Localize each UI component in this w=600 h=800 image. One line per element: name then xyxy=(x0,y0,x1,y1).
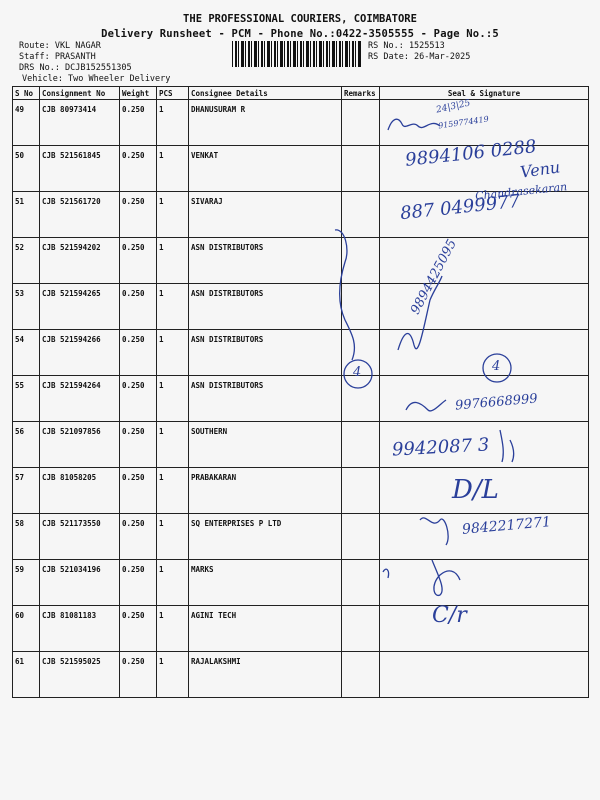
weight-cell: 0.250 xyxy=(120,422,157,468)
consignee-cell: SOUTHERN xyxy=(189,422,342,468)
sno-cell: 55 xyxy=(13,376,40,422)
consignment-cell: CJB 521594265 xyxy=(40,284,120,330)
pcs-cell: 1 xyxy=(157,514,189,560)
consignment-cell: CJB 521594202 xyxy=(40,238,120,284)
sno-cell: 60 xyxy=(13,606,40,652)
sno-cell: 61 xyxy=(13,652,40,698)
pcs-cell: 1 xyxy=(157,422,189,468)
consignment-cell: CJB 521595025 xyxy=(40,652,120,698)
weight-cell: 0.250 xyxy=(120,560,157,606)
rs-date: RS Date: 26-Mar-2025 xyxy=(368,52,471,62)
sno-cell: 53 xyxy=(13,284,40,330)
consignment-cell: CJB 521561845 xyxy=(40,146,120,192)
weight-cell: 0.250 xyxy=(120,330,157,376)
col-remarks: Remarks xyxy=(342,87,380,100)
col-consignment: Consignment No xyxy=(40,87,120,100)
col-weight: Weight xyxy=(120,87,157,100)
consignee-cell: SIVARAJ xyxy=(189,192,342,238)
hw-phone-56: 9976668999 xyxy=(454,391,539,414)
consignee-cell: DHANUSURAM R xyxy=(189,100,342,146)
consignment-cell: CJB 521034196 xyxy=(40,560,120,606)
hw-name-50: Venu xyxy=(518,157,562,182)
runsheet-subtitle: Delivery Runsheet - PCM - Phone No.:0422-3505555 - Page No.:5 xyxy=(101,28,499,40)
weight-cell: 0.250 xyxy=(120,606,157,652)
consignee-cell: AGINI TECH xyxy=(189,606,342,652)
hw-dl-58: D/L xyxy=(452,475,499,505)
pcs-cell: 1 xyxy=(157,330,189,376)
sno-cell: 49 xyxy=(13,100,40,146)
col-consignee: Consignee Details xyxy=(189,87,342,100)
staff-label: Staff: PRASANTH xyxy=(19,52,96,62)
consignment-cell: CJB 521594266 xyxy=(40,330,120,376)
rs-number: RS No.: 1525513 xyxy=(368,41,445,51)
hw-cr-61: C/r xyxy=(432,603,467,628)
weight-cell: 0.250 xyxy=(120,192,157,238)
company-title: THE PROFESSIONAL COURIERS, COIMBATORE xyxy=(183,13,417,25)
hw-phone-50: 9894106 0288 xyxy=(404,136,538,171)
hw-phone-57: 9942087 3 xyxy=(391,434,490,461)
consignee-cell: SQ ENTERPRISES P LTD xyxy=(189,514,342,560)
consignment-cell: CJB 521561720 xyxy=(40,192,120,238)
consignee-cell: ASN DISTRIBUTORS xyxy=(189,376,342,422)
consignee-cell: RAJALAKSHMI xyxy=(189,652,342,698)
hw-name-51: Chandrasekaran xyxy=(474,180,568,203)
sno-cell: 56 xyxy=(13,422,40,468)
weight-cell: 0.250 xyxy=(120,514,157,560)
sno-cell: 59 xyxy=(13,560,40,606)
hw-circle-right-number: 4 xyxy=(492,359,501,374)
pcs-cell: 1 xyxy=(157,100,189,146)
weight-cell: 0.250 xyxy=(120,146,157,192)
consignee-cell: PRABAKARAN xyxy=(189,468,342,514)
hw-circle-left-number: 4 xyxy=(353,365,362,380)
sno-cell: 50 xyxy=(13,146,40,192)
sno-cell: 52 xyxy=(13,238,40,284)
weight-cell: 0.250 xyxy=(120,238,157,284)
consignment-cell: CJB 80973414 xyxy=(40,100,120,146)
consignee-cell: ASN DISTRIBUTORS xyxy=(189,330,342,376)
route-label: Route: VKL NAGAR xyxy=(19,41,101,51)
hw-phone-51: 887 0499977 xyxy=(399,190,522,225)
consignment-cell: CJB 521097856 xyxy=(40,422,120,468)
pcs-cell: 1 xyxy=(157,606,189,652)
col-pcs: PCS xyxy=(157,87,189,100)
hw-date-49: 24|3|25 xyxy=(435,98,472,116)
sno-cell: 54 xyxy=(13,330,40,376)
col-sno: S No xyxy=(13,87,40,100)
col-signature: Seal & Signature xyxy=(380,87,589,100)
pcs-cell: 1 xyxy=(157,560,189,606)
consignee-cell: MARKS xyxy=(189,560,342,606)
weight-cell: 0.250 xyxy=(120,100,157,146)
drs-label: DRS No.: DCJB152551305 xyxy=(19,63,132,73)
consignment-cell: CJB 521594264 xyxy=(40,376,120,422)
consignee-cell: ASN DISTRIBUTORS xyxy=(189,284,342,330)
sno-cell: 58 xyxy=(13,514,40,560)
pcs-cell: 1 xyxy=(157,238,189,284)
pcs-cell: 1 xyxy=(157,284,189,330)
weight-cell: 0.250 xyxy=(120,468,157,514)
vehicle-label: Vehicle: Two Wheeler Delivery xyxy=(22,74,171,84)
pcs-cell: 1 xyxy=(157,192,189,238)
weight-cell: 0.250 xyxy=(120,652,157,698)
hw-phone-49: 9159774419 xyxy=(437,114,490,131)
consignee-cell: VENKAT xyxy=(189,146,342,192)
hw-phone-59: 9842217271 xyxy=(461,514,552,538)
sno-cell: 57 xyxy=(13,468,40,514)
hw-phone-54: 9894425095 xyxy=(408,236,461,318)
weight-cell: 0.250 xyxy=(120,376,157,422)
consignee-cell: ASN DISTRIBUTORS xyxy=(189,238,342,284)
weight-cell: 0.250 xyxy=(120,284,157,330)
pcs-cell: 1 xyxy=(157,146,189,192)
consignment-cell: CJB 81058205 xyxy=(40,468,120,514)
sno-cell: 51 xyxy=(13,192,40,238)
pcs-cell: 1 xyxy=(157,468,189,514)
consignment-cell: CJB 81081183 xyxy=(40,606,120,652)
consignment-cell: CJB 521173550 xyxy=(40,514,120,560)
pcs-cell: 1 xyxy=(157,376,189,422)
pcs-cell: 1 xyxy=(157,652,189,698)
